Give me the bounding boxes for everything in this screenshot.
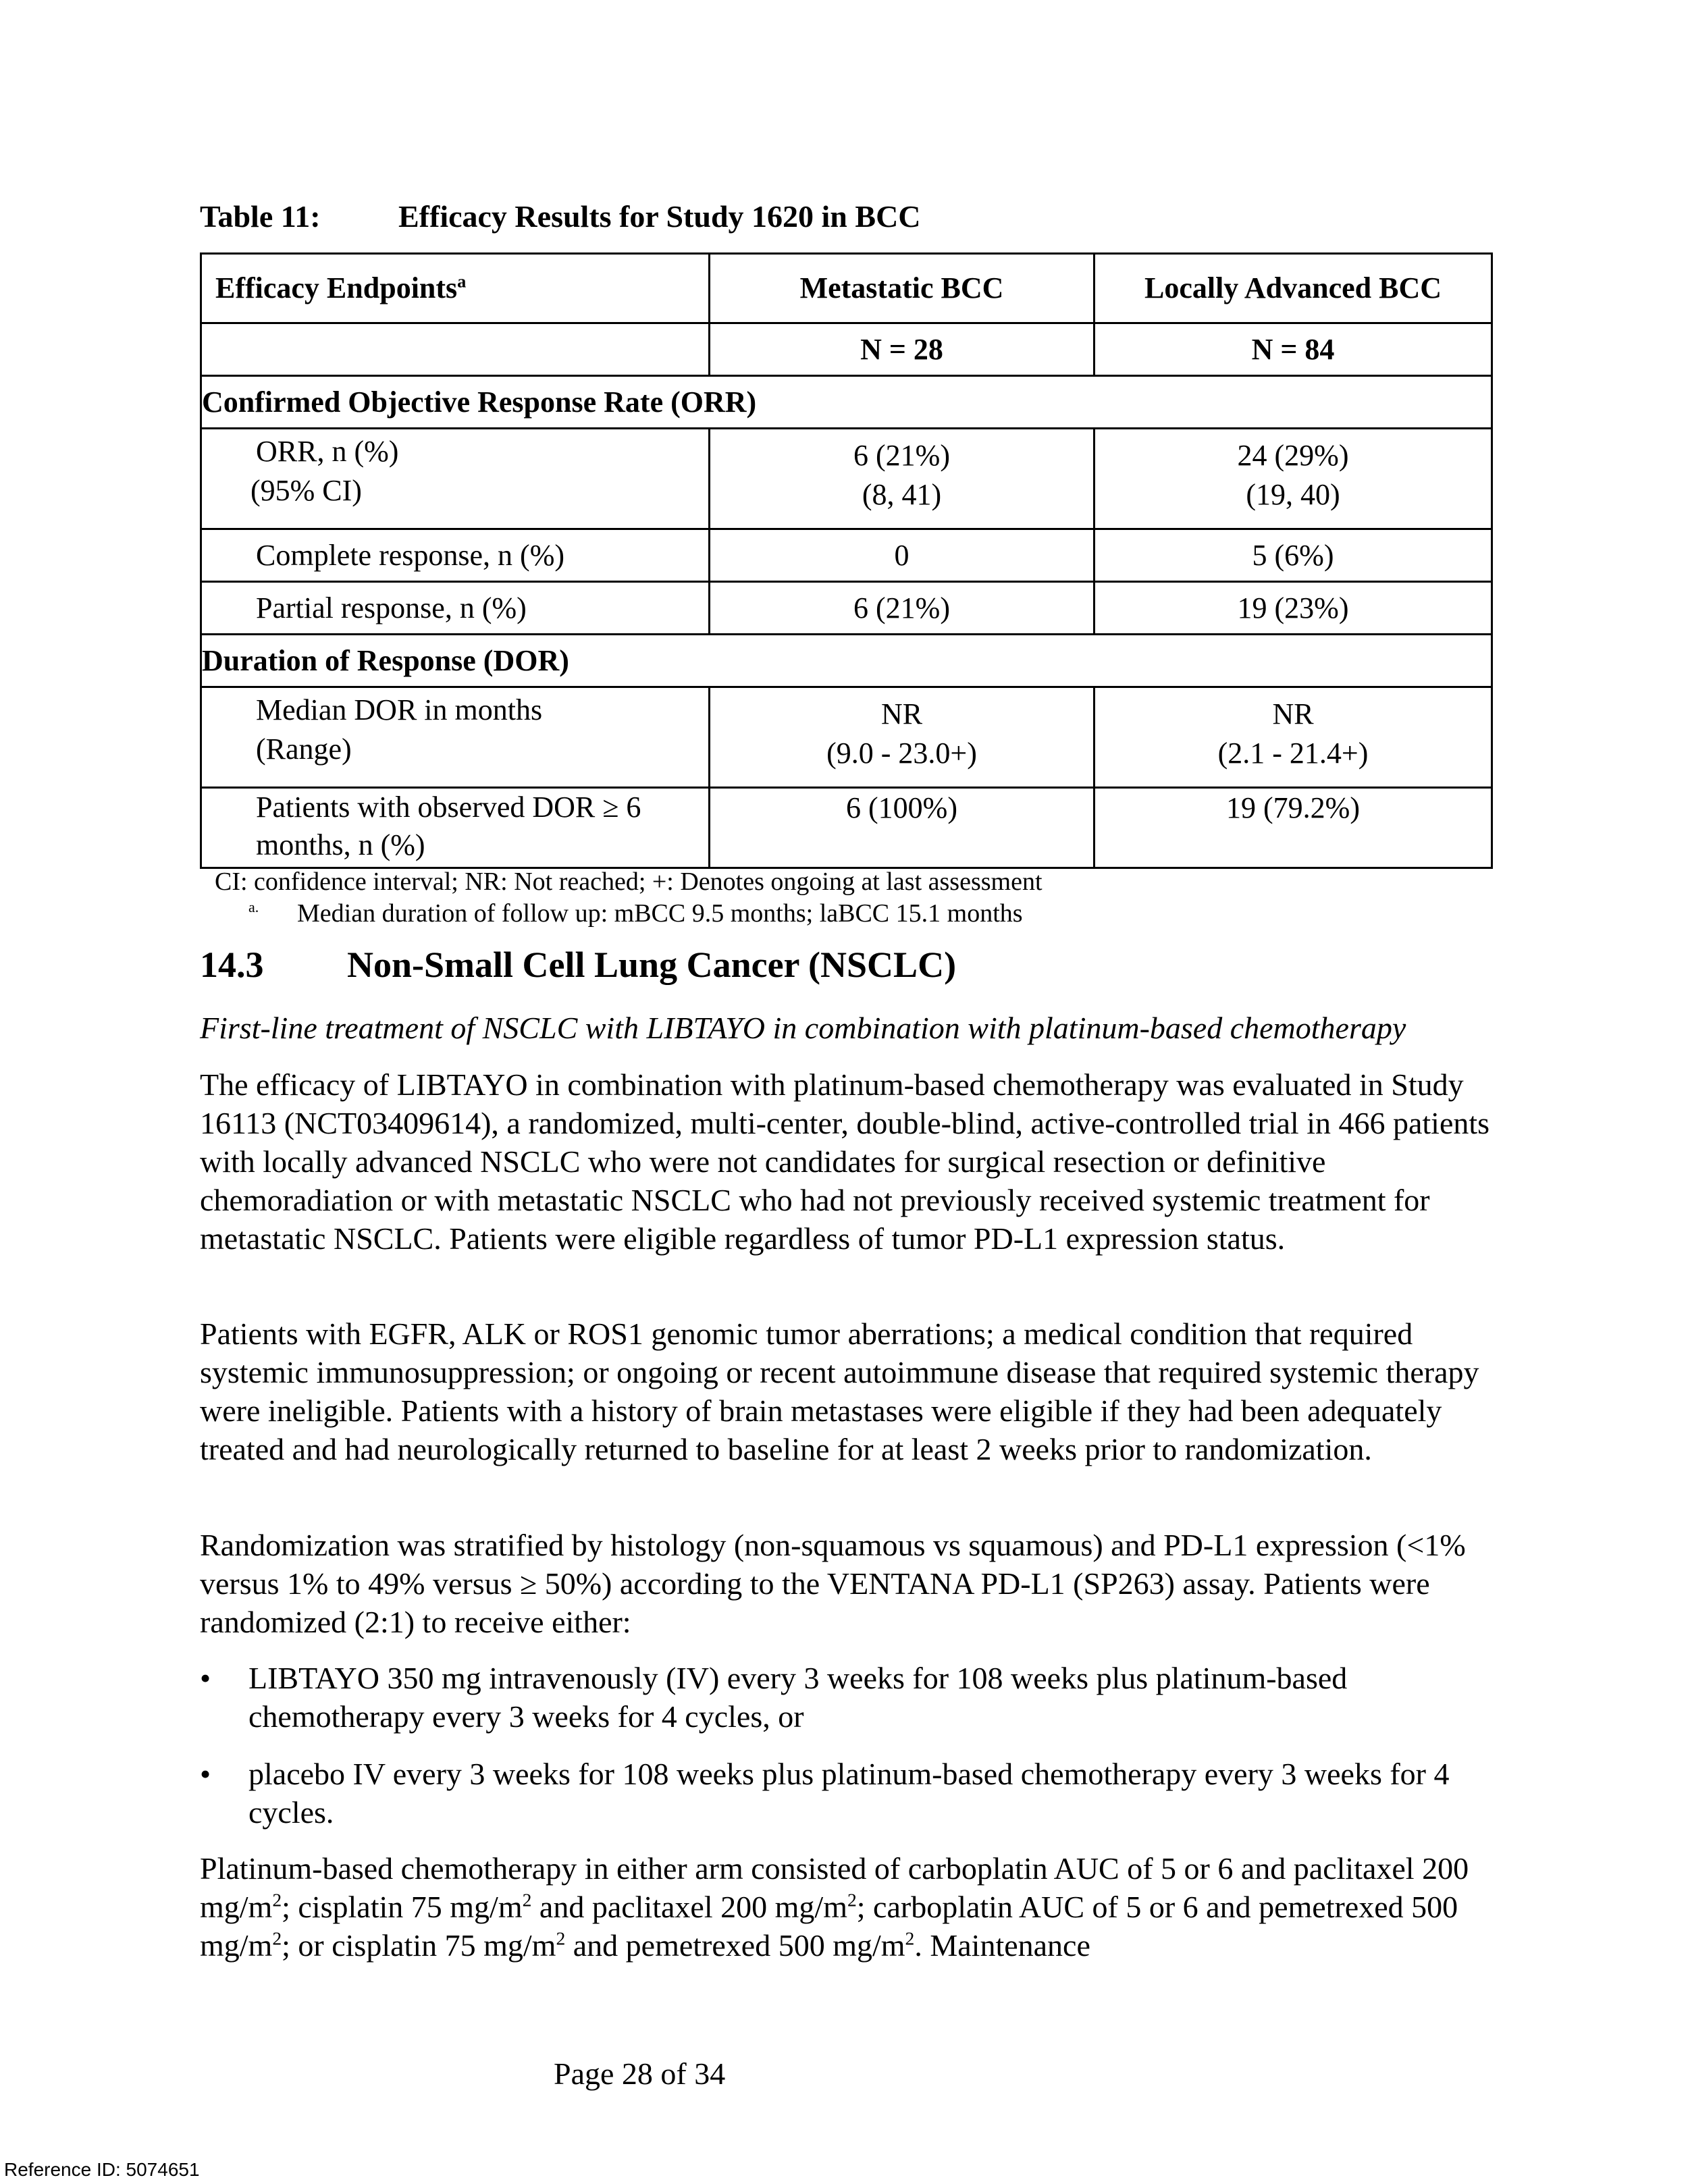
table-row-median-dor: Median DOR in months (Range) NR (9.0 - 23.0+) NR (2.1 - 21.4+) (201, 687, 1492, 788)
table-row-dor-6-months: Patients with observed DOR ≥ 6 months, n (%) 6 (100%) 19 (79.2%) (201, 788, 1492, 868)
document-page: Table 11: Efficacy Results for Study 1620 in BCC Efficacy Endpoints$^a$ Metastatic BCC Locally Advanced BCC N = 28 N = 84 Confirmed Objective Response Rate (ORR) ORR, n (%) (95% CI) 6 (21%) (8, 41) 24 (29%) (19, 40) Complete response, n (%) 0 5 (6%) Partial response, n (%) 6 (21%) 19 (23%) Duration of Response (DOR) Median DOR in months (Range) NR (9.0 - 23.0+) NR (2.1 - 21.4+) Patients with observed DOR ≥ 6 months, n (%) 6 (100%) 19 (79.2%) CI: confidence interval; NR: Not reached; +: Denotes ongoing at last assessment a. Median duration of follow up: mBCC 9.5 months; laBCC 15.1 months 14.3 Non-Small Cell Lung Cancer (NSCLC) First-line treatment of NSCLC with LIBTAYO in combination with platinum-based chemotherapy The efficacy of LIBTAYO in combination with platinum-based chemotherapy was evaluated in Study 16113 (NCT03409614), a randomized, multi-center, double-blind, active-controlled trial in 466 patients with locally advanced NSCLC who were not candidates for surgical resection or definitive chemoradiation or with metastatic NSCLC who had not previously received systemic treatment for metastatic NSCLC. Patients were eligible regardless of tumor PD-L1 expression status. Patients with EGFR, ALK or ROS1 genomic tumor aberrations; a medical condition that required systemic immunosuppression; or ongoing or recent autoimmune disease that required systemic therapy were ineligible. Patients with a history of brain metastases were eligible if they had been adequately treated and had neurologically returned to baseline for at least 2 weeks prior to randomization. Randomization was stratified by histology (non-squamous vs squamous) and PD-L1 expression (<1% versus 1% to 49% versus ≥ 50%) according to the VENTANA PD-L1 (SP263) assay. Patients were randomized (2:1) to receive either: • LIBTAYO 350 mg intravenously (IV) every 3 weeks for 108 weeks plus platinum-based chemotherapy every 3 weeks for 4 cycles, or • placebo IV every 3 weeks for 108 weeks plus platinum-based chemotherapy every 3 weeks for 4 cycles. Platinum-based chemotherapy in either arm consisted of carboplatin AUC of 5 or 6 and paclitaxel 200 $mg/m^2$; cisplatin 75 $mg/m^2$ and paclitaxel 200 $mg/m^2$; carboplatin AUC of 5 or 6 and pemetrexed 500 $mg/m^2$; or cisplatin 75 $mg/m^2$ and pemetrexed 500 $mg/m^2$. Maintenance Page 28 of 34 Reference ID: 5074651 (0, 0, 1688, 2184)
section-number: 14.3 (200, 944, 264, 985)
section-heading (200, 944, 956, 986)
table-caption-number: Table 11: (200, 199, 321, 234)
paragraph-3: Randomization was stratified by histology (non-squamous vs squamous) and PD-L1 expression (<1% versus 1% to 49% versus ≥ 50%) according to the VENTANA PD-L1 (SP263) assay. Patients were randomized (2:1) to receive either: (200, 1528, 1466, 1639)
bullet-icon: • (200, 1757, 211, 1791)
table-caption (200, 198, 921, 234)
header-locally-advanced: Locally Advanced BCC (1094, 254, 1492, 323)
section-title: Non-Small Cell Lung Cancer (NSCLC) (347, 944, 957, 985)
n-metastatic: N = 28 (710, 323, 1094, 376)
header-endpoints: Efficacy Endpoints$^a$ (201, 254, 710, 323)
n-locally-advanced: N = 84 (1094, 323, 1492, 376)
reference-id: Reference ID: 5074651 (4, 2159, 200, 2180)
table-caption-title: Efficacy Results for Study 1620 in BCC (398, 199, 921, 234)
table-header-row (201, 254, 1492, 323)
bullet-icon: • (200, 1661, 211, 1695)
efficacy-table (200, 252, 1493, 869)
section-subheading: First-line treatment of NSCLC with LIBTAYO in combination with platinum-based chemotherapy (200, 1011, 1406, 1045)
paragraph-2: Patients with EGFR, ALK or ROS1 genomic tumor aberrations; a medical condition that required systemic immunosuppression; or ongoing or recent autoimmune disease that required systemic therapy were ineligible. Patients with a history of brain metastases were eligible if they had been adequately treated and had neurologically returned to baseline for at least 2 weeks prior to randomization. (200, 1316, 1479, 1466)
table-row-orr: ORR, n (%) (95% CI) 6 (21%) (8, 41) 24 (29%) (19, 40) (201, 429, 1492, 529)
section-row-orr: Confirmed Objective Response Rate (ORR) (201, 376, 1492, 429)
table-footnote-abbreviations: CI: confidence interval; NR: Not reached; +: Denotes ongoing at last assessment (215, 868, 1043, 896)
paragraph-4: Platinum-based chemotherapy in either arm consisted of carboplatin AUC of 5 or 6 and paclitaxel 200 $mg/m^2$; cisplatin 75 $mg/m^2$ and paclitaxel 200 $mg/m^2$; carboplatin AUC of 5 or 6 and pemetrexed 500 $mg/m^2$; or cisplatin 75 $mg/m^2$ and pemetrexed 500 $mg/m^2$. Maintenance (200, 1851, 1469, 1963)
table-footnote-a: a. Median duration of follow up: mBCC 9.5 months; laBCC 15.1 months (248, 899, 1023, 928)
n-row (201, 323, 1492, 376)
header-metastatic: Metastatic BCC (710, 254, 1094, 323)
table-row-complete-response: Complete response, n (%) 0 5 (6%) (201, 529, 1492, 582)
paragraph-1: The efficacy of LIBTAYO in combination with platinum-based chemotherapy was evaluated in Study 16113 (NCT03409614), a randomized, multi-center, double-blind, active-controlled trial in 466 patients with locally advanced NSCLC who were not candidates for surgical resection or definitive chemoradiation or with metastatic NSCLC who had not previously received systemic treatment for metastatic NSCLC. Patients were eligible regardless of tumor PD-L1 expression status. (200, 1067, 1490, 1256)
section-row-dor: Duration of Response (DOR) (201, 635, 1492, 687)
page-number: Page 28 of 34 (554, 2056, 726, 2091)
table-row-partial-response: Partial response, n (%) 6 (21%) 19 (23%) (201, 582, 1492, 635)
